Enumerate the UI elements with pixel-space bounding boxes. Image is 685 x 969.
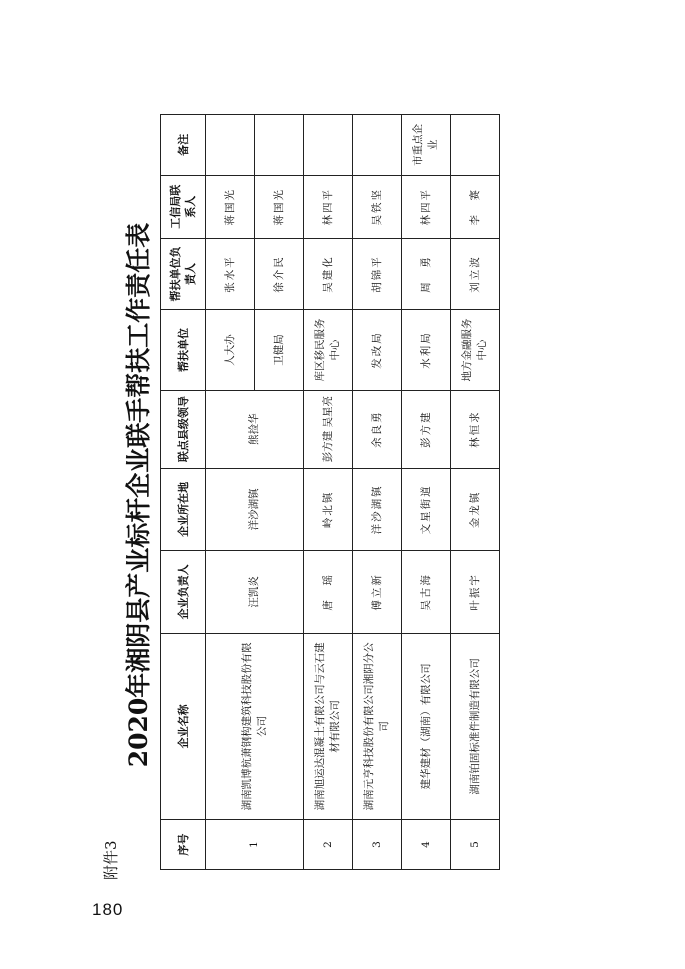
- cell-support-unit: 库区移民服务中心: [304, 310, 353, 390]
- header-county-leader: 联点县级领导: [161, 390, 206, 468]
- cell-company-name: 湖南铂固标准件制造有限公司: [451, 633, 500, 820]
- table-row: [451, 115, 500, 870]
- cell-seq: 2: [304, 820, 353, 870]
- cell-county-leader: 余良勇: [353, 390, 402, 468]
- cell-unit-head: 张水平: [206, 238, 255, 310]
- cell-support-unit: 卫健局: [255, 310, 304, 390]
- cell-it-contact: 蒋国光: [206, 175, 255, 238]
- cell-company-location: 洋沙湖镇: [206, 468, 304, 550]
- header-unit-head: 帮扶单位负责人: [161, 238, 206, 310]
- table-row: [353, 115, 402, 870]
- cell-remark: [255, 115, 304, 176]
- cell-remark: [206, 115, 255, 176]
- cell-remark: 市重点企业: [402, 115, 451, 176]
- cell-unit-head: 周 勇: [402, 238, 451, 310]
- cell-it-contact: 李 赛: [451, 175, 500, 238]
- cell-unit-head: 刘立波: [451, 238, 500, 310]
- cell-it-contact: 林四平: [304, 175, 353, 238]
- cell-seq: 5: [451, 820, 500, 870]
- cell-seq: 1: [206, 820, 304, 870]
- cell-company-location: 洋沙湖镇: [353, 468, 402, 550]
- cell-it-contact: 吴铁坚: [353, 175, 402, 238]
- rotated-document-content: [100, 110, 660, 880]
- cell-unit-head: 吴建化: [304, 238, 353, 310]
- header-it-contact: 工信局联系人: [161, 175, 206, 238]
- cell-company-name: 湖南凯博杭萧钢构建筑科技股份有限公司: [206, 633, 304, 820]
- cell-seq: 4: [402, 820, 451, 870]
- cell-company-name: 建华建材（湖南）有限公司: [402, 633, 451, 820]
- header-support-unit: 帮扶单位: [161, 310, 206, 390]
- cell-county-leader: 熊捡华: [206, 390, 304, 468]
- cell-remark: [353, 115, 402, 176]
- page-number: 180: [92, 900, 124, 919]
- table-row: [304, 115, 353, 870]
- header-company-owner: 企业负责人: [161, 551, 206, 633]
- cell-company-location: 岭北镇: [304, 468, 353, 550]
- cell-company-location: 金龙镇: [451, 468, 500, 550]
- cell-company-name: 湖南旭运达混凝土有限公司与云石建材有限公司: [304, 633, 353, 820]
- header-seq: 序号: [161, 820, 206, 870]
- responsibility-table: [160, 114, 500, 870]
- cell-company-owner: 汪凯炎: [206, 551, 304, 633]
- cell-company-owner: 叶振宇: [451, 551, 500, 633]
- cell-remark: [304, 115, 353, 176]
- cell-remark: [451, 115, 500, 176]
- cell-county-leader: 彭方建 吴星亮: [304, 390, 353, 468]
- cell-unit-head: 徐介民: [255, 238, 304, 310]
- cell-company-owner: 傅立新: [353, 551, 402, 633]
- table-row: [206, 115, 255, 870]
- cell-seq: 3: [353, 820, 402, 870]
- cell-support-unit: 发改局: [353, 310, 402, 390]
- cell-company-owner: 唐 瑶: [304, 551, 353, 633]
- table-header-row: [161, 115, 206, 870]
- header-company-location: 企业所在地: [161, 468, 206, 550]
- header-remark: 备注: [161, 115, 206, 176]
- cell-company-owner: 吴古海: [402, 551, 451, 633]
- header-company-name: 企业名称: [161, 633, 206, 820]
- cell-support-unit: 水利局: [402, 310, 451, 390]
- cell-it-contact: 林四平: [402, 175, 451, 238]
- cell-company-location: 文星街道: [402, 468, 451, 550]
- cell-county-leader: 林恒求: [451, 390, 500, 468]
- cell-support-unit: 人大办: [206, 310, 255, 390]
- cell-company-name: 湖南元亨科技股份有限公司湘阴分公司: [353, 633, 402, 820]
- cell-county-leader: 彭方建: [402, 390, 451, 468]
- table-row: [402, 115, 451, 870]
- cell-it-contact: 蒋国光: [255, 175, 304, 238]
- cell-unit-head: 胡锦平: [353, 238, 402, 310]
- cell-support-unit: 地方金融服务中心: [451, 310, 500, 390]
- document-title: 2020年湘阴县产业标杆企业联手帮扶工作责任表: [124, 222, 153, 768]
- attachment-label: 附件3: [102, 840, 120, 880]
